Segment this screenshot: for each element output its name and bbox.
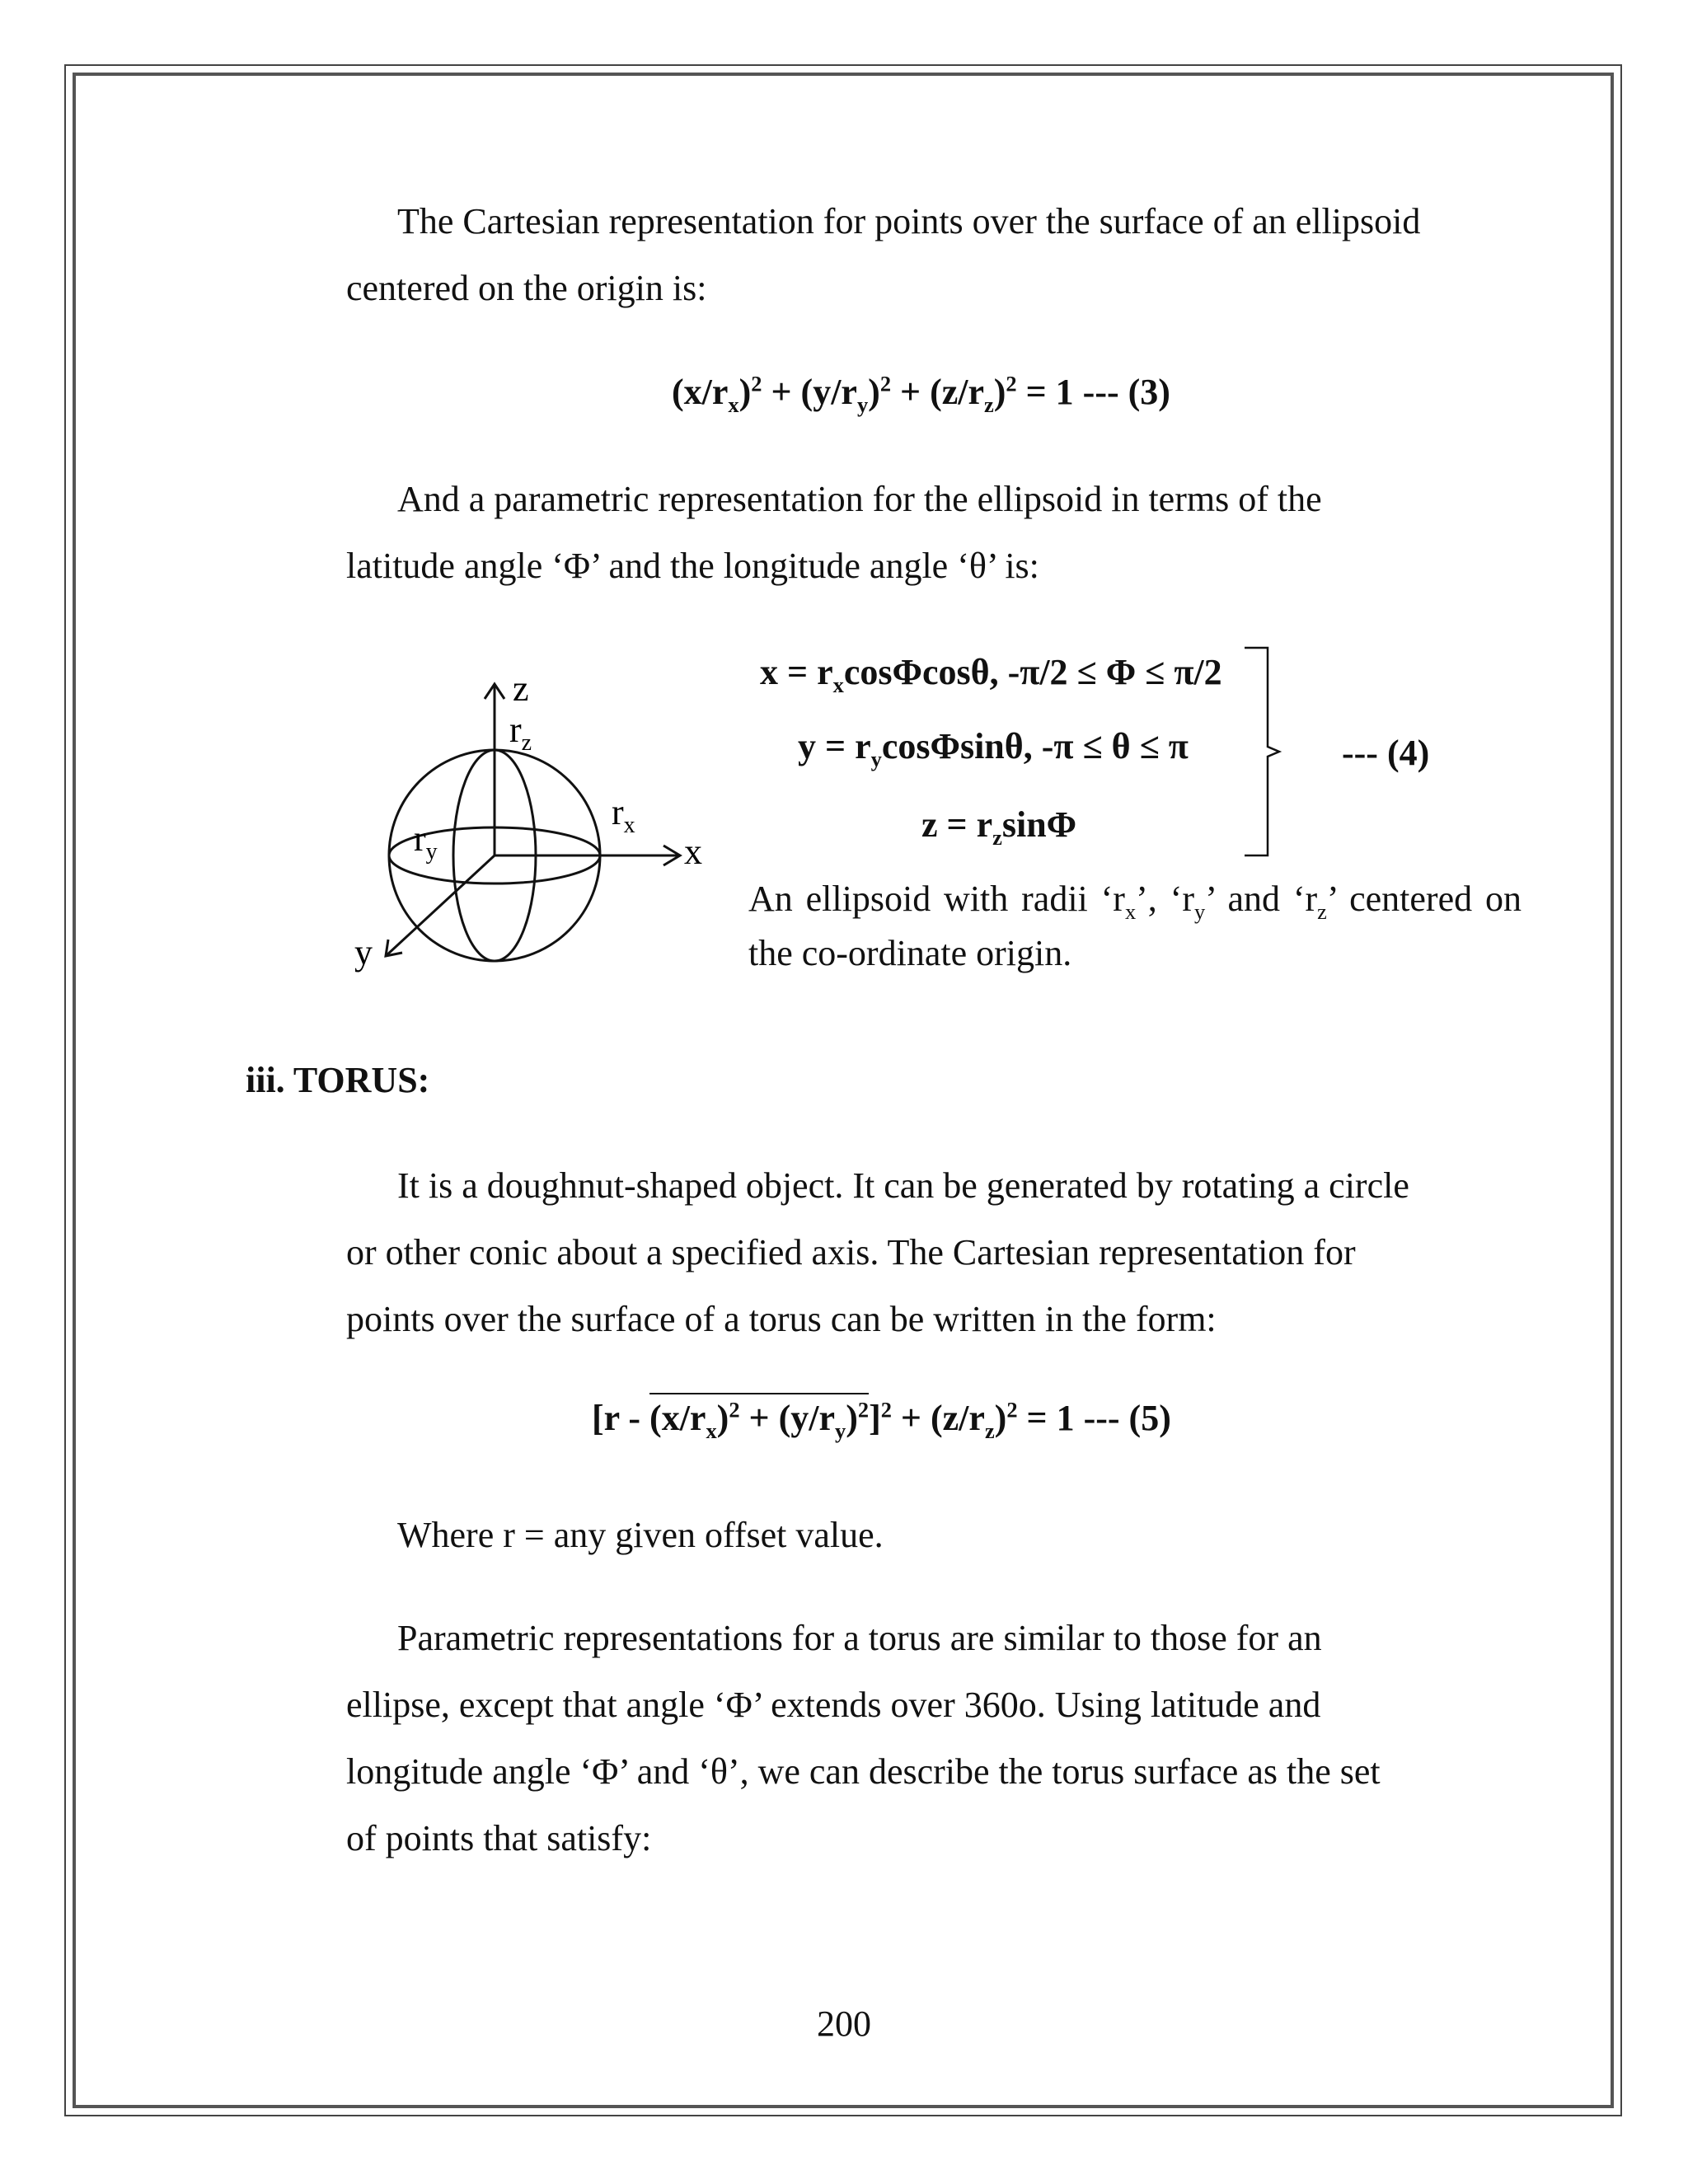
eq-sup: 2 <box>880 1397 892 1422</box>
label-x: x <box>684 832 702 872</box>
eq-term: + (z/r <box>891 1398 985 1438</box>
text-line: And a parametric representation for the ellipsoid in terms of the <box>397 479 1322 519</box>
eq-term: ) <box>738 372 752 412</box>
eq-sub: x <box>832 672 844 697</box>
eq-term: ) <box>994 1398 1007 1438</box>
text-line: It is a doughnut-shaped object. It can be generated by rotating a circle <box>397 1165 1409 1206</box>
eq-term: ) <box>846 1398 858 1438</box>
paragraph-ellipsoid-parametric <box>346 466 1492 599</box>
paragraph-torus-parametric <box>346 1605 1492 1872</box>
eq-term: ) <box>868 372 880 412</box>
eq-term: = 1 --- (5) <box>1017 1398 1171 1438</box>
text-line: or other conic about a specified axis. The Cartesian representation for <box>346 1232 1356 1272</box>
equation-4-y <box>798 725 1189 771</box>
label-ry: $r_y$ <box>414 818 438 865</box>
page-number: 200 <box>817 2004 871 2044</box>
caption-sub: z <box>1317 898 1327 924</box>
equation-4-label: --- (4) <box>1342 733 1430 773</box>
label-z: z <box>513 668 529 709</box>
sqrt-radicand <box>649 1393 870 1443</box>
eq-sup: 2 <box>857 1397 870 1422</box>
label-rx: $r_x$ <box>612 792 635 838</box>
eq-term: cosΦcosθ, -π/2 ≤ Φ ≤ π/2 <box>843 652 1222 692</box>
eq-term: ) <box>716 1398 729 1438</box>
eq-sup: 2 <box>879 371 892 396</box>
figure-caption <box>748 872 1522 981</box>
caption-text: ’ centered on the co-ordinate origin. <box>748 879 1522 973</box>
eq-term: (x/r <box>672 372 729 412</box>
eq-term: y = r <box>798 726 871 766</box>
caption-text: ’, ‘r <box>1136 879 1194 919</box>
caption-text: ’ and ‘r <box>1205 879 1318 919</box>
text-line: longitude angle ‘Φ’ and ‘θ’, we can describe the torus surface as the set <box>346 1751 1381 1792</box>
label-rz: $r_z$ <box>509 710 532 756</box>
eq-term: = 1 --- (3) <box>1016 372 1170 412</box>
eq-sub: y <box>835 1418 846 1443</box>
eq-sub: y <box>856 391 869 417</box>
label-y: y <box>354 932 373 972</box>
eq-term: [r - <box>592 1398 650 1438</box>
eq-term: sinΦ <box>1001 804 1077 845</box>
equation-4-z <box>921 804 1077 850</box>
eq-term: ) <box>993 372 1006 412</box>
equation-5 <box>592 1397 1171 1443</box>
eq-sub: z <box>992 824 1002 850</box>
eq-sub: y <box>870 746 882 771</box>
text-line: Where r = any given offset value. <box>397 1515 884 1555</box>
eq-term: (x/r <box>649 1398 706 1438</box>
paragraph-offset <box>346 1502 1492 1568</box>
eq-sub: x <box>706 1418 717 1443</box>
text-line: The Cartesian representation for points over the surface of an ellipsoid <box>397 201 1421 241</box>
eq-sub: x <box>728 391 739 417</box>
eq-sup: 2 <box>1006 1397 1018 1422</box>
paragraph-torus-cartesian <box>346 1152 1492 1352</box>
paragraph-ellipsoid-cartesian <box>346 188 1492 321</box>
ellipsoid-figure <box>330 659 725 989</box>
text-line: latitude angle ‘Φ’ and the longitude angle ‘θ’ is: <box>346 546 1039 586</box>
equation-4-x <box>760 651 1222 697</box>
eq-sup: 2 <box>1006 371 1017 396</box>
eq-term: z = r <box>921 804 993 845</box>
caption-text: An ellipsoid with radii ‘r <box>748 879 1125 919</box>
equation-3 <box>672 371 1170 417</box>
text-line: points over the surface of a torus can be written in the form: <box>346 1299 1217 1339</box>
text-line: centered on the origin is: <box>346 268 707 308</box>
system-brace <box>1236 644 1302 859</box>
caption-sub: x <box>1124 898 1137 924</box>
text-line: Parametric representations for a torus are similar to those for an <box>397 1618 1322 1658</box>
eq-term: x = r <box>760 652 833 692</box>
eq-term: + (y/r <box>739 1398 835 1438</box>
eq-sub: z <box>984 391 994 417</box>
eq-term: + (y/r <box>762 372 857 412</box>
eq-term: + (z/r <box>891 372 985 412</box>
section-heading-torus: iii. TORUS: <box>246 1060 430 1100</box>
caption-sub: y <box>1193 898 1206 924</box>
eq-term: cosΦsinθ, -π ≤ θ ≤ π <box>881 726 1189 766</box>
eq-sup: 2 <box>729 1397 740 1422</box>
text-line: of points that satisfy: <box>346 1818 652 1858</box>
text-line: ellipse, except that angle ‘Φ’ extends over 360o. Using latitude and <box>346 1685 1321 1725</box>
eq-sub: z <box>984 1418 995 1443</box>
eq-sup: 2 <box>751 371 762 396</box>
eq-term: ] <box>869 1398 881 1438</box>
